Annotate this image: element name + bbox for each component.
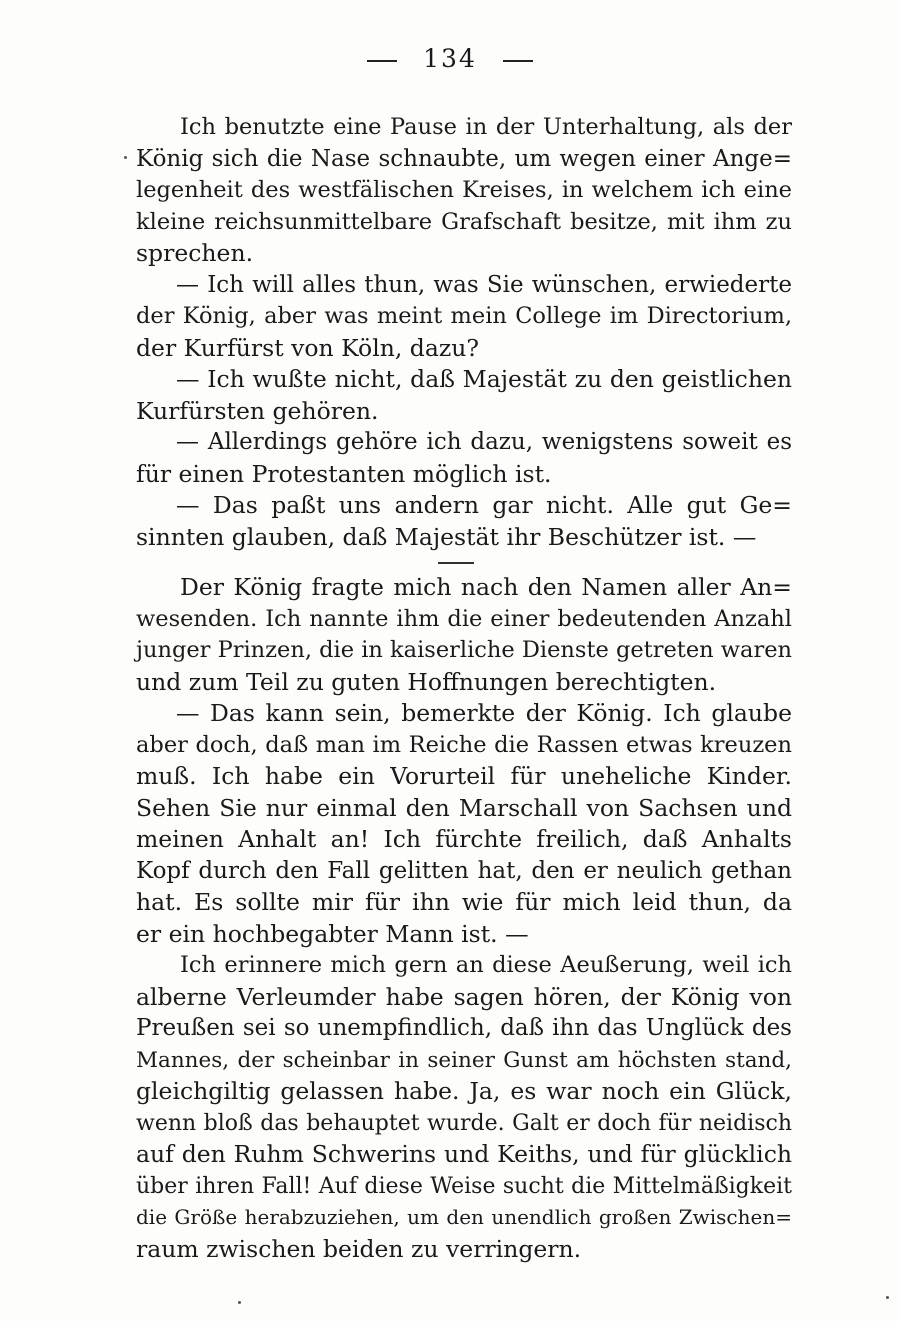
text-line: auf den Ruhm Schwerins und Keiths, und für glücklich	[136, 1140, 792, 1168]
text-line: sinnten glauben, daß Majestät ihr Beschützer ist. —	[136, 522, 757, 551]
page-header	[0, 44, 900, 73]
ink-speck	[238, 1301, 241, 1304]
text-line: Kopf durch den Fall gelitten hat, den er neulich gethan	[136, 857, 792, 884]
text-line: kleine reichsunmittelbare Grafschaft besitze, mit ihm zu	[136, 208, 792, 235]
text-line: junger Prinzen, die in kaiserliche Dienste getreten waren	[136, 637, 793, 663]
text-line: — Ich will alles thun, was Sie wünschen, erwiederte	[176, 271, 792, 298]
text-line: für einen Protestanten möglich ist.	[136, 459, 552, 488]
text-line: über ihren Fall! Auf diese Weise sucht die Mittelmäßigkeit	[136, 1173, 792, 1199]
text-line: Der König fragte mich nach den Namen aller An=	[180, 573, 792, 601]
text-line: König sich die Nase schnaubte, um wegen einer Ange=	[136, 145, 792, 172]
text-line: der Kurfürst von Köln, dazu?	[136, 333, 479, 362]
text-line: die Größe herabzuziehen, um den unendlich großen Zwischen=	[136, 1205, 792, 1229]
text-line: Mannes, der scheinbar in seiner Gunst am höchsten stand,	[136, 1047, 792, 1073]
text-line: — Allerdings gehöre ich dazu, wenigstens soweit es	[176, 429, 792, 455]
ink-speck	[886, 1296, 889, 1299]
text-line: muß. Ich habe ein Vorurteil für uneheliche Kinder.	[136, 762, 792, 790]
text-line: er ein hochbegabter Mann ist. —	[136, 919, 529, 948]
section-2	[136, 572, 792, 1265]
text-line: hat. Es sollte mir für ihn wie für mich leid thun, da	[136, 888, 792, 916]
header-dash-left	[367, 60, 397, 62]
text-line: Kurfürsten gehören.	[136, 396, 379, 425]
text-line: Preußen sei so unempfindlich, daß ihn das Unglück des	[136, 1015, 792, 1041]
text-line: alberne Verleumder habe sagen hören, der König von	[136, 982, 792, 1011]
section-divider	[438, 562, 474, 564]
text-line: der König, aber was meint mein College im Directorium,	[136, 303, 792, 329]
text-line: gleichgiltig gelassen habe. Ja, es war noch ein Glück,	[136, 1077, 792, 1105]
text-line: meinen Anhalt an! Ich fürchte freilich, daß Anhalts	[136, 825, 792, 853]
page-number: 134	[423, 44, 477, 73]
text-line: Sehen Sie nur einmal den Marschall von Sachsen und	[136, 793, 792, 822]
text-line: wenn bloß das behauptet wurde. Galt er doch für neidisch	[136, 1110, 792, 1136]
section-1	[136, 112, 792, 553]
text-line: sprechen.	[136, 239, 254, 267]
text-line: legenheit des westfälischen Kreises, in welchem ich eine	[136, 177, 792, 203]
text-line: Ich benutzte eine Pause in der Unterhaltung, als der	[180, 114, 792, 140]
text-line: wesenden. Ich nannte ihm die einer bedeutenden Anzahl	[136, 605, 792, 632]
text-line: raum zwischen beiden zu verringern.	[136, 1234, 582, 1263]
ink-speck	[124, 156, 127, 159]
text-line: — Ich wußte nicht, daß Majestät zu den geistlichen	[176, 365, 792, 393]
text-line: und zum Teil zu guten Hoffnungen berechtigten.	[136, 667, 717, 696]
header-dash-right	[503, 60, 533, 62]
text-line: — Das kann sein, bemerkte der König. Ich glaube	[176, 699, 792, 727]
text-line: aber doch, daß man im Reiche die Rassen etwas kreuzen	[136, 731, 792, 758]
text-line: Ich erinnere mich gern an diese Aeußerung, weil ich	[180, 952, 792, 978]
text-line: — Das paßt uns andern gar nicht. Alle gut Ge=	[176, 491, 792, 519]
